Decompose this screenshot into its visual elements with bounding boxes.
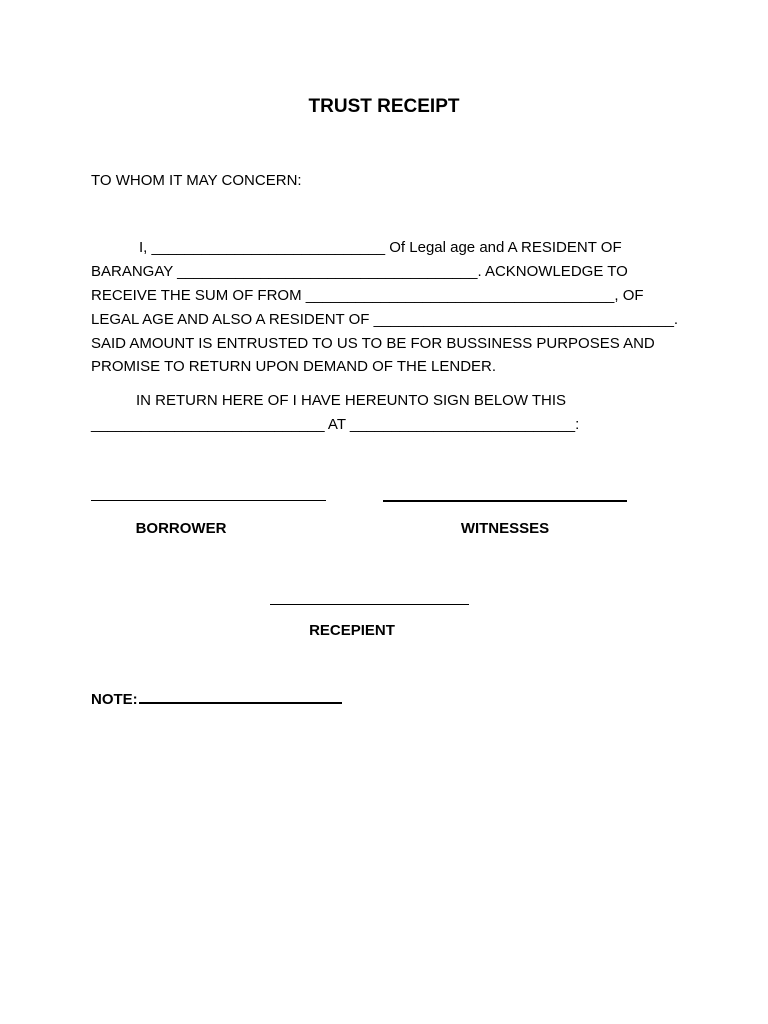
paragraph1-line-4: LEGAL AGE AND ALSO A RESIDENT OF ____________________________________. (91, 311, 679, 328)
paragraph1-line-5: SAID AMOUNT IS ENTRUSTED TO US TO BE FOR BUSSINESS PURPOSES AND (91, 335, 655, 352)
note (91, 691, 342, 708)
paragraph2-line-1: IN RETURN HERE OF I HAVE HEREUNTO SIGN BELOW THIS (136, 392, 567, 409)
borrower-label: BORROWER (135, 520, 227, 537)
paragraph1-line-3: RECEIVE THE SUM OF FROM _____________________________________, OF (91, 287, 644, 304)
salutation: TO WHOM IT MAY CONCERN: (91, 172, 302, 189)
document-title: TRUST RECEIPT (308, 96, 460, 117)
paragraph1-line-2: BARANGAY ____________________________________. ACKNOWLEDGE TO (91, 263, 628, 280)
note-line (139, 702, 342, 704)
witness-signature-line (383, 500, 627, 502)
paragraph1-line-6: PROMISE TO RETURN UPON DEMAND OF THE LENDER. (91, 358, 497, 375)
note-label: NOTE: (91, 691, 138, 708)
witnesses-label: WITNESSES (460, 520, 550, 537)
paragraph1-line-1: I, ____________________________ Of Legal age and A RESIDENT OF (139, 239, 622, 256)
recepient-label: RECEPIENT (309, 622, 395, 639)
borrower-signature-line (91, 500, 326, 501)
recepient-signature-line (270, 604, 469, 605)
paragraph2-line-2: ____________________________ AT ___________________________: (91, 416, 580, 433)
